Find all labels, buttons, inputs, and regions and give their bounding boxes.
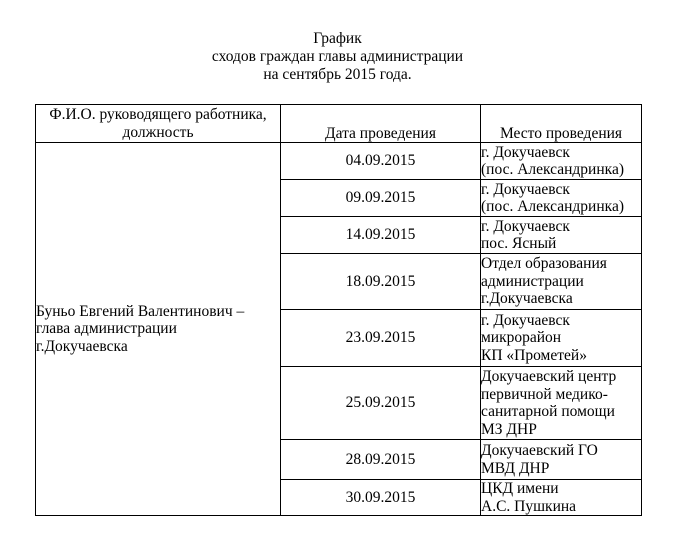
place-line: МЗ ДНР (481, 420, 537, 438)
column-header-place: Место проведения (481, 105, 642, 143)
table-row (36, 143, 642, 180)
place-line: А.С. Пушкина (481, 497, 577, 515)
date-cell: 25.09.2015 (281, 367, 481, 440)
place-line: Отдел образования (481, 255, 607, 273)
place-line: микрорайон (481, 329, 562, 347)
date-cell: 23.09.2015 (281, 310, 481, 367)
place-line: КП «Прометей» (481, 346, 587, 364)
official-line: глава администрации (36, 320, 177, 338)
place-line: первичной медико- (481, 385, 608, 403)
place-line: санитарной помощи (481, 403, 615, 420)
document-period: на сентябрь 2015 года. (263, 66, 412, 83)
place-cell (481, 180, 642, 217)
place-line: г. Докучаевск (481, 311, 570, 329)
date-cell: 18.09.2015 (281, 254, 481, 310)
place-line: Докучаевский ГО (481, 442, 598, 459)
official-line: Буньо Евгений Валентинович – (36, 302, 245, 320)
date-cell: 04.09.2015 (281, 143, 481, 180)
column-header-date: Дата проведения (281, 105, 481, 143)
table-header-row (36, 105, 642, 143)
date-cell: 14.09.2015 (281, 217, 481, 254)
place-line: (пос. Александринка) (481, 198, 624, 215)
official-line: г.Докучаевска (36, 337, 128, 355)
place-cell (481, 254, 642, 310)
place-line: пос. Ясный (481, 235, 557, 252)
place-line: (пос. Александринка) (481, 161, 624, 178)
document-title: График (313, 30, 362, 47)
place-line: администрации (481, 272, 584, 290)
document-subtitle: сходов граждан главы администрации (211, 48, 464, 65)
place-cell (481, 143, 642, 180)
date-cell: 30.09.2015 (281, 480, 481, 516)
date-cell: 28.09.2015 (281, 440, 481, 480)
place-cell (481, 480, 642, 516)
place-cell (481, 310, 642, 367)
place-line: Докучаевский центр (481, 368, 617, 385)
date-cell: 09.09.2015 (281, 180, 481, 217)
place-line: г. Докучаевск (481, 217, 570, 235)
official-cell (36, 143, 281, 516)
place-line: МВД ДНР (481, 459, 550, 477)
place-cell (481, 217, 642, 254)
place-line: ЦКД имени (481, 480, 559, 497)
place-cell (481, 440, 642, 480)
column-header-official-line: Ф.И.О. руководящего работника, (49, 106, 267, 123)
schedule-table (35, 104, 642, 516)
column-header-official-line: должность (122, 123, 194, 141)
column-header-official (36, 105, 281, 143)
place-line: г. Докучаевск (481, 180, 570, 198)
place-line: г.Докучаевска (481, 290, 573, 308)
document-header (0, 30, 675, 84)
place-line: г. Докучаевск (481, 143, 570, 161)
place-cell (481, 367, 642, 440)
